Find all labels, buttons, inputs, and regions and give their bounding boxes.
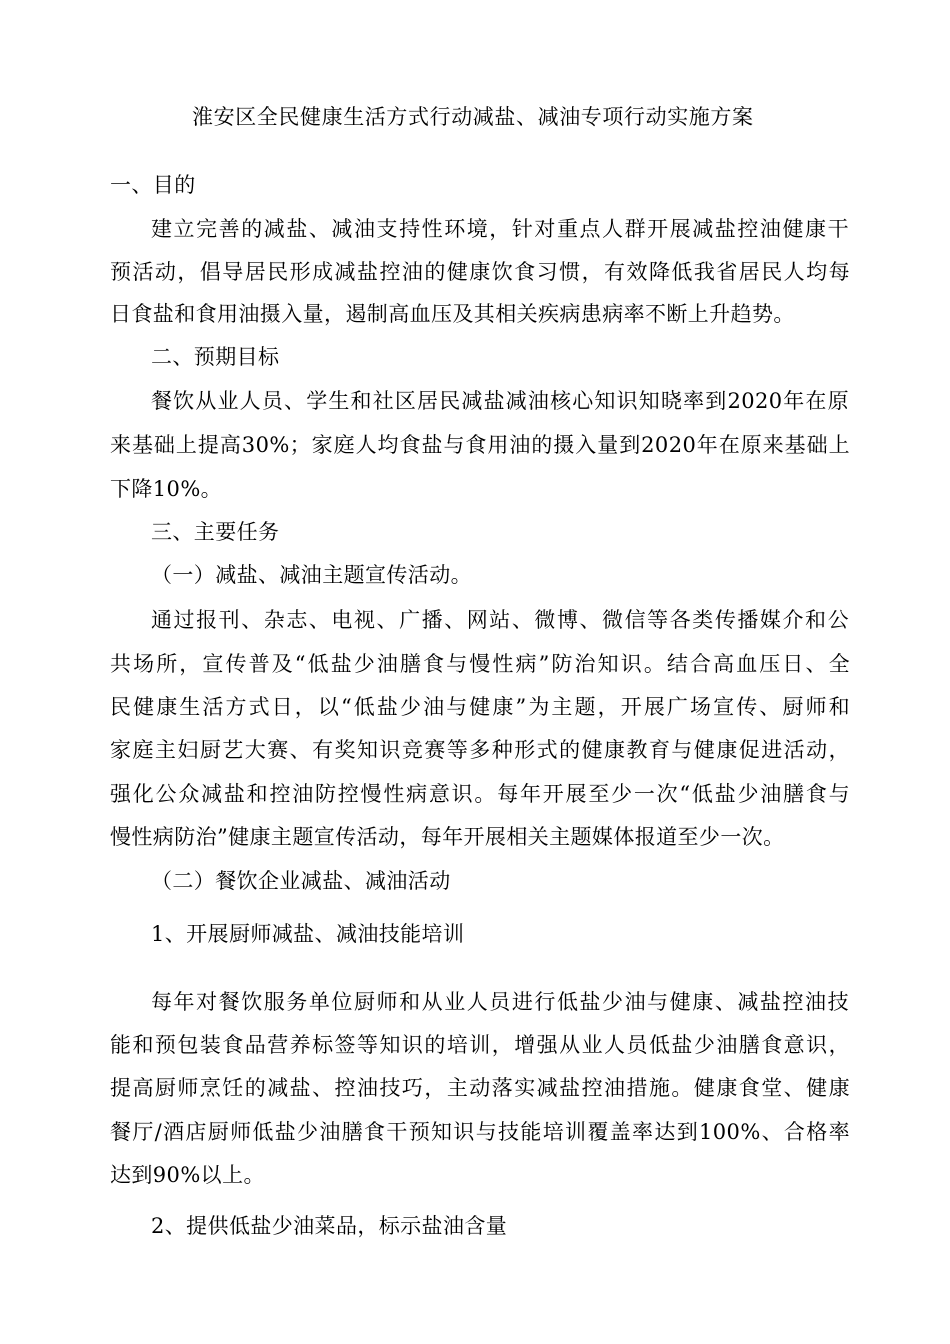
subsection-heading-catering: （二）餐饮企业减盐、减油活动: [151, 869, 451, 893]
paragraph-line: 慢性病防治”健康主题宣传活动，每年开展相关主题媒体报道至少一次。: [110, 825, 785, 849]
document-title: 淮安区全民健康生活方式行动减盐、减油专项行动实施方案: [192, 105, 754, 129]
paragraph-line: 民健康生活方式日，以“低盐少油与健康”为主题，开展广场宣传、厨师和: [110, 695, 850, 719]
paragraph-line: 能和预包装食品营养标签等知识的培训，增强从业人员低盐少油膳食意识，: [110, 1033, 850, 1057]
paragraph-line: 日食盐和食用油摄入量，遏制高血压及其相关疾病患病率不断上升趋势。: [110, 302, 795, 326]
paragraph-line: 来基础上提高30%；家庭人均食盐与食用油的摄入量到2020年在原来基础上: [110, 433, 850, 457]
paragraph-line: 通过报刊、杂志、电视、广播、网站、微博、微信等各类传播媒介和公: [151, 608, 849, 632]
paragraph-line: 强化公众减盐和控油防控慢性病意识。每年开展至少一次“低盐少油膳食与: [110, 782, 850, 806]
paragraph-line: 达到90%以上。: [110, 1163, 265, 1187]
paragraph-line: 餐饮从业人员、学生和社区居民减盐减油核心知识知晓率到2020年在原: [151, 389, 849, 413]
section-heading-purpose: 一、目的: [110, 173, 196, 197]
section-heading-tasks: 三、主要任务: [151, 520, 280, 544]
paragraph-line: 下降10%。: [110, 477, 223, 501]
paragraph-line: 共场所，宣传普及“低盐少油膳食与慢性病”防治知识。结合高血压日、全: [110, 652, 850, 676]
item-heading-training: 1、开展厨师减盐、减油技能培训: [151, 922, 465, 946]
paragraph-line: 提高厨师烹饪的减盐、控油技巧，主动落实减盐控油措施。健康食堂、健康: [110, 1076, 850, 1100]
section-heading-goals: 二、预期目标: [151, 345, 280, 369]
item-heading-dishes: 2、提供低盐少油菜品，标示盐油含量: [151, 1214, 508, 1238]
subsection-heading-publicity: （一）减盐、减油主题宣传活动。: [151, 563, 472, 587]
paragraph-line: 每年对餐饮服务单位厨师和从业人员进行低盐少油与健康、减盐控油技: [151, 990, 849, 1014]
paragraph-line: 家庭主妇厨艺大赛、有奖知识竞赛等多种形式的健康教育与健康促进活动，: [110, 738, 850, 762]
paragraph-line: 预活动，倡导居民形成减盐控油的健康饮食习惯，有效降低我省居民人均每: [110, 260, 850, 284]
paragraph-line: 餐厅/酒店厨师低盐少油膳食干预知识与技能培训覆盖率达到100%、合格率: [110, 1120, 850, 1144]
paragraph-line: 建立完善的减盐、减油支持性环境，针对重点人群开展减盐控油健康干: [151, 217, 849, 241]
